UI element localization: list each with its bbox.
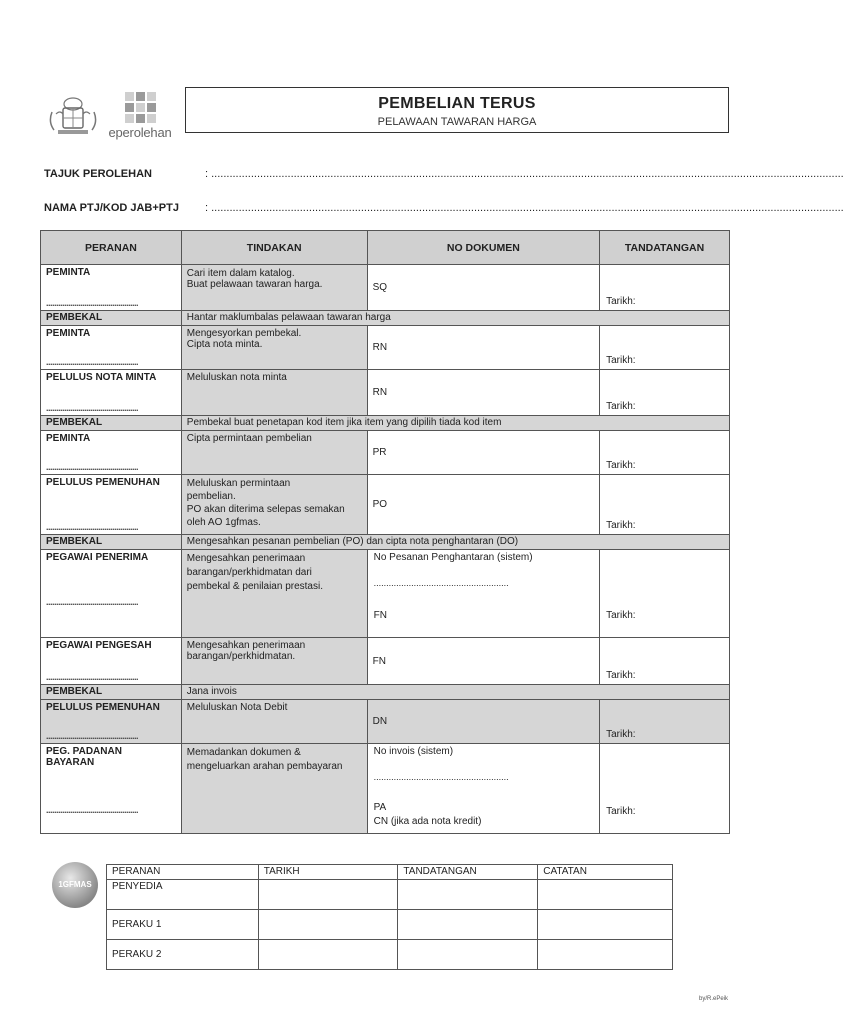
name-line[interactable]: ..............................................	[46, 731, 139, 741]
approval-date-cell[interactable]	[258, 940, 398, 970]
table-row	[41, 638, 730, 685]
action-text: Cari item dalam katalog. Buat pelawaan tawaran harga.	[181, 265, 367, 311]
table-row	[41, 265, 730, 311]
role-label: PEMBEKAL	[41, 535, 182, 550]
banner-text: Pembekal buat penetapan kod item jika item yang dipilih tiada kod item	[181, 416, 729, 431]
action-text: Meluluskan permintaan pembelian. PO akan diterima selepas semakan oleh AO 1gfmas.	[181, 475, 367, 535]
doc-code: FN	[373, 610, 387, 621]
page-subtitle: PELAWAAN TAWARAN HARGA	[377, 116, 537, 128]
title-box	[185, 87, 729, 133]
name-line[interactable]: ..............................................	[46, 298, 139, 308]
doc-code: PR	[367, 431, 600, 475]
approval-date-cell[interactable]	[258, 880, 398, 910]
table-row	[41, 550, 730, 638]
doc-label: No invois (sistem)	[373, 746, 454, 757]
role-label: PEMBEKAL	[41, 311, 182, 326]
action-text: Meluluskan nota minta	[181, 370, 367, 416]
name-line[interactable]: ..............................................	[46, 672, 139, 682]
doc-code: FN	[367, 638, 600, 685]
name-line[interactable]: ..............................................	[46, 357, 139, 367]
tarikh-label[interactable]: Tarikh:	[606, 670, 636, 681]
field-ptj-input[interactable]: : ...............................................................................................................................................................................................................	[205, 202, 844, 214]
action-text: Mengesahkan penerimaan barangan/perkhidmatan dari pembekal & penilaian prestasi.	[181, 550, 367, 638]
header-no-dokumen: NO DOKUMEN	[367, 231, 600, 265]
role-label: PELULUS NOTA MINTA	[46, 372, 157, 383]
table-row	[41, 431, 730, 475]
table-row	[41, 475, 730, 535]
role-label: PEGAWAI PENGESAH	[46, 640, 152, 651]
action-text: Mengesyorkan pembekal. Cipta nota minta.	[181, 326, 367, 370]
footer-credit: by/R.ePeik	[698, 996, 728, 1002]
table-row-banner	[41, 535, 730, 550]
table-row	[41, 744, 730, 834]
action-text: Meluluskan Nota Debit	[181, 700, 367, 744]
approval-row	[107, 880, 673, 910]
approval-header: TARIKH	[258, 865, 398, 880]
role-label: PEMINTA	[46, 267, 91, 278]
role-label: PELULUS PEMENUHAN	[46, 477, 160, 488]
header-tindakan: TINDAKAN	[181, 231, 367, 265]
doc-code: DN	[367, 700, 600, 744]
action-text: Memadankan dokumen & mengeluarkan arahan pembayaran	[181, 744, 367, 834]
tarikh-label[interactable]: Tarikh:	[606, 610, 636, 621]
approval-header: PERANAN	[107, 865, 259, 880]
name-line[interactable]: ..............................................	[46, 462, 139, 472]
approval-sign-cell[interactable]	[398, 940, 538, 970]
doc-code: RN	[367, 370, 600, 416]
approval-header: CATATAN	[538, 865, 673, 880]
approval-date-cell[interactable]	[258, 910, 398, 940]
table-row	[41, 700, 730, 744]
approval-sign-cell[interactable]	[398, 880, 538, 910]
workflow-table	[40, 230, 730, 834]
role-label: PEMINTA	[46, 433, 91, 444]
table-row-banner	[41, 416, 730, 431]
approval-note-cell[interactable]	[538, 910, 673, 940]
tarikh-label[interactable]: Tarikh:	[606, 460, 636, 471]
banner-text: Jana invois	[181, 685, 729, 700]
role-label: PEG. PADANAN BAYARAN	[46, 746, 122, 768]
eperolehan-grid-icon	[104, 92, 176, 123]
approval-role: PENYEDIA	[107, 880, 259, 910]
doc-code: RN	[367, 326, 600, 370]
name-line[interactable]: ..............................................	[46, 597, 139, 607]
approval-role: PERAKU 1	[107, 910, 259, 940]
tarikh-label[interactable]: Tarikh:	[606, 355, 636, 366]
doc-code: PA	[373, 802, 387, 813]
crest-icon	[44, 92, 102, 136]
approval-header-row	[107, 865, 673, 880]
eperolehan-text: eperolehan	[108, 125, 172, 140]
action-text: Cipta permintaan pembelian	[181, 431, 367, 475]
doc-code: SQ	[367, 265, 600, 311]
name-line[interactable]: ..............................................	[46, 522, 139, 532]
table-row-banner	[41, 685, 730, 700]
role-label: PEMBEKAL	[41, 685, 182, 700]
field-label-ptj: NAMA PTJ/KOD JAB+PTJ	[44, 202, 179, 214]
name-line[interactable]: ..............................................	[46, 403, 139, 413]
approval-sign-cell[interactable]	[398, 910, 538, 940]
tarikh-label[interactable]: Tarikh:	[606, 806, 636, 817]
role-label: PEMBEKAL	[41, 416, 182, 431]
tarikh-label[interactable]: Tarikh:	[606, 729, 636, 740]
approval-note-cell[interactable]	[538, 940, 673, 970]
field-label-tajuk: TAJUK PEROLEHAN	[44, 168, 152, 180]
header-peranan: PERANAN	[41, 231, 182, 265]
gfmas-badge-icon: 1GFMAS	[52, 862, 98, 908]
tarikh-label[interactable]: Tarikh:	[606, 296, 636, 307]
field-tajuk-input[interactable]: : ...............................................................................................................................................................................................................	[205, 168, 844, 180]
table-row-banner	[41, 311, 730, 326]
tarikh-label[interactable]: Tarikh:	[606, 401, 636, 412]
page-title: PEMBELIAN TERUS	[378, 95, 536, 112]
approval-row	[107, 940, 673, 970]
doc-number-line[interactable]: ......................................................	[373, 578, 509, 588]
coat-of-arms-logo	[44, 92, 102, 136]
banner-text: Mengesahkan pesanan pembelian (PO) dan cipta nota penghantaran (DO)	[181, 535, 729, 550]
approval-row	[107, 910, 673, 940]
doc-label: No Pesanan Penghantaran (sistem)	[373, 552, 533, 563]
role-label: PELULUS PEMENUHAN	[46, 702, 160, 713]
table-row	[41, 370, 730, 416]
role-label: PEGAWAI PENERIMA	[46, 552, 149, 563]
table-row	[41, 326, 730, 370]
approval-note-cell[interactable]	[538, 880, 673, 910]
header-tandatangan: TANDATANGAN	[600, 231, 730, 265]
name-line[interactable]: ..............................................	[46, 805, 139, 815]
approval-header: TANDATANGAN	[398, 865, 538, 880]
tarikh-label[interactable]: Tarikh:	[606, 520, 636, 531]
doc-number-line[interactable]: ......................................................	[373, 772, 509, 782]
doc-code-note: CN (jika ada nota kredit)	[373, 816, 482, 827]
doc-code: PO	[367, 475, 600, 535]
approval-table	[106, 864, 673, 970]
role-label: PEMINTA	[46, 328, 91, 339]
eperolehan-logo	[104, 90, 176, 138]
approval-role: PERAKU 2	[107, 940, 259, 970]
banner-text: Hantar maklumbalas pelawaan tawaran harga	[181, 311, 729, 326]
action-text: Mengesahkan penerimaan barangan/perkhidmatan.	[181, 638, 367, 685]
